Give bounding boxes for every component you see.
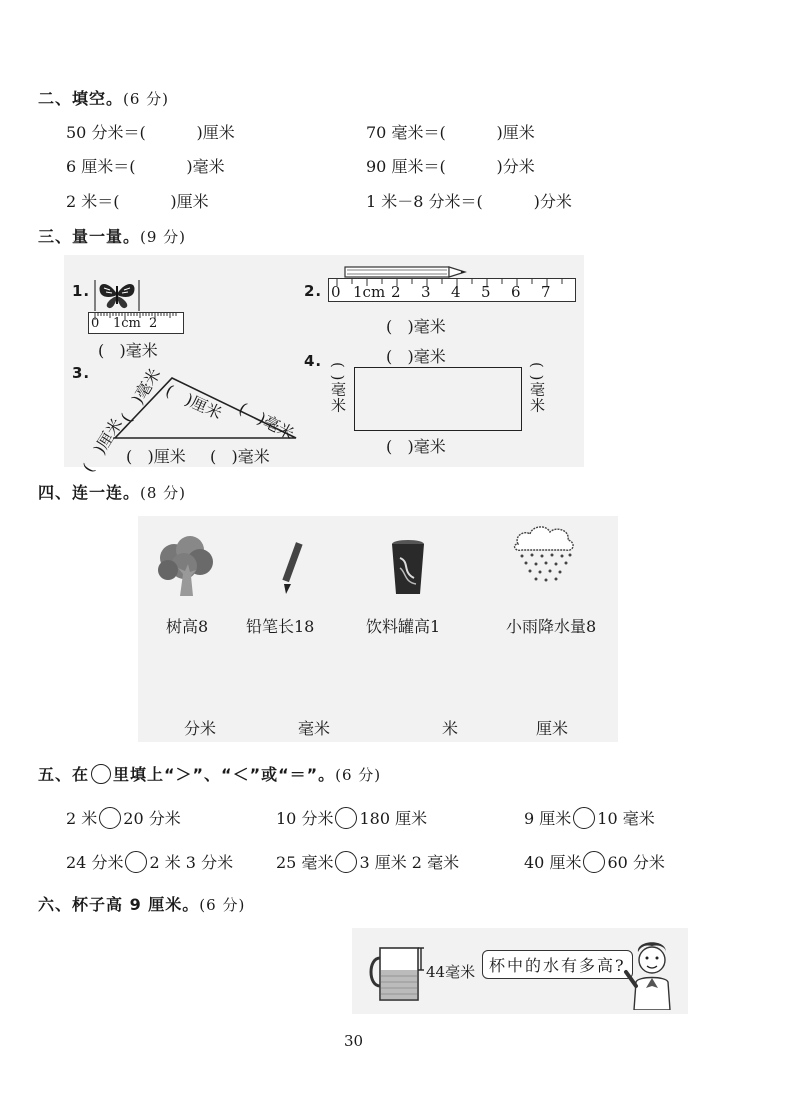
ruler-tick-label: 2: [391, 283, 401, 301]
section-6-points: (6 分): [199, 896, 246, 914]
butterfly-icon: [94, 278, 142, 312]
pencil-icon: [276, 540, 306, 596]
compare-left: 9 厘米: [524, 809, 572, 828]
compare-circle[interactable]: [125, 851, 147, 873]
compare-right: 3 厘米 2 毫米: [359, 853, 460, 872]
section-4-points: (8 分): [140, 484, 187, 502]
q4-bottom: ( )毫米: [386, 437, 446, 456]
fill-item: 50 分米＝( )厘米: [66, 123, 235, 142]
ruler-tick-label: 0: [91, 316, 100, 331]
compare-item: [66, 850, 233, 873]
section-4-heading: [38, 480, 186, 503]
q3-bottom-cm: ( )厘米: [126, 447, 186, 466]
boy-avatar-icon: [622, 936, 682, 1010]
fill-item: 1 米－8 分米＝( )分米: [366, 192, 572, 211]
tree-icon: [154, 534, 218, 598]
section-3-points: (9 分): [140, 228, 187, 246]
section-5-points: (6 分): [335, 766, 382, 784]
fill-item: 90 厘米＝( )分米: [366, 157, 535, 176]
match-unit: 分米: [184, 719, 217, 738]
ruler-tick-label: 1cm: [113, 316, 141, 331]
q4-right: ( )毫米: [528, 362, 546, 414]
compare-left: 2 米: [66, 809, 98, 828]
section-5-title-pre: 五、在: [38, 765, 90, 784]
compare-circle[interactable]: [335, 807, 357, 829]
pencil-measured-icon: [344, 265, 470, 279]
fill-item: 2 米＝( )厘米: [66, 192, 209, 211]
compare-item: [524, 850, 665, 873]
rain-cloud-icon: [510, 522, 580, 586]
section-2-heading: [38, 86, 169, 109]
q4-number: 4.: [304, 352, 323, 370]
compare-left: 25 毫米: [276, 853, 334, 872]
match-unit: 米: [442, 719, 459, 738]
compare-item: [66, 806, 181, 829]
section-4-title: 四、连一连。: [38, 483, 141, 502]
ruler-tick-label: 4: [451, 283, 461, 301]
match-unit: 厘米: [536, 719, 569, 738]
q4-left: ( )毫米: [329, 362, 347, 414]
ruler-tick-label: 7: [541, 283, 551, 301]
fill-item: 6 厘米＝( )毫米: [66, 157, 225, 176]
match-item-label: 饮料罐高1: [366, 617, 441, 636]
q3-right-side: ( )毫米: [235, 398, 298, 444]
compare-right: 60 分米: [607, 853, 665, 872]
q2-answer: ( )毫米: [386, 317, 446, 336]
compare-item: [276, 806, 427, 829]
compare-circle[interactable]: [99, 807, 121, 829]
q3-top-side: ( )厘米: [162, 380, 225, 424]
q1-answer: ( )毫米: [98, 341, 158, 360]
ruler-tick-label: 3: [421, 283, 431, 301]
section-6-title: 六、杯子高 9 厘米。: [38, 895, 200, 914]
compare-circle[interactable]: [335, 851, 357, 873]
match-item-label: 小雨降水量8: [506, 617, 597, 636]
q3-left-upper: ( )毫米: [116, 364, 165, 426]
compare-circle[interactable]: [573, 807, 595, 829]
section-6-heading: [38, 892, 245, 915]
cup-height-label: 44毫米: [426, 963, 476, 981]
compare-circle[interactable]: [583, 851, 605, 873]
compare-left: 40 厘米: [524, 853, 582, 872]
ruler-tick-label: 5: [481, 283, 491, 301]
q3-bottom-mm: ( )毫米: [210, 447, 270, 466]
q4-top: ( )毫米: [386, 347, 446, 366]
q3-number: 3.: [72, 364, 91, 382]
section-3-heading: [38, 224, 186, 247]
fill-item: 70 毫米＝( )厘米: [366, 123, 535, 142]
match-item-label: 树高8: [166, 617, 209, 636]
ruler-tick-label: 0: [331, 283, 341, 301]
page-number: 30: [344, 1032, 364, 1050]
match-item-label: 铅笔长18: [246, 617, 315, 636]
q3-left-lower: ( )厘米: [78, 414, 127, 476]
compare-right: 10 毫米: [597, 809, 655, 828]
q1-number: 1.: [72, 282, 91, 300]
compare-right: 180 厘米: [359, 809, 428, 828]
match-unit: 毫米: [298, 719, 331, 738]
section-5-title-post: 里填上“＞”、“＜”或“＝”。: [113, 765, 336, 784]
section-3-title: 三、量一量。: [38, 227, 141, 246]
speech-text: 杯中的水有多高?: [489, 956, 626, 975]
compare-right: 2 米 3 分米: [149, 853, 234, 872]
compare-left: 10 分米: [276, 809, 334, 828]
can-icon: [388, 538, 428, 598]
section-2-title: 二、填空。: [38, 89, 124, 108]
section-5-heading: [38, 762, 381, 785]
section-2-points: (6 分): [123, 90, 170, 108]
compare-item: [276, 850, 459, 873]
compare-item: [524, 806, 655, 829]
ruler-small: [88, 312, 184, 334]
ruler-tick-label: 6: [511, 283, 521, 301]
cup-icon: [364, 942, 424, 1004]
ruler-large: [328, 278, 576, 302]
compare-right: 20 分米: [123, 809, 181, 828]
compare-left: 24 分米: [66, 853, 124, 872]
ruler-tick-label: 1cm: [353, 283, 386, 301]
circle-symbol-icon: [91, 764, 111, 784]
rectangle-shape: [354, 367, 522, 431]
q2-number: 2.: [304, 282, 323, 300]
ruler-tick-label: 2: [149, 316, 158, 331]
speech-bubble: [482, 950, 633, 979]
